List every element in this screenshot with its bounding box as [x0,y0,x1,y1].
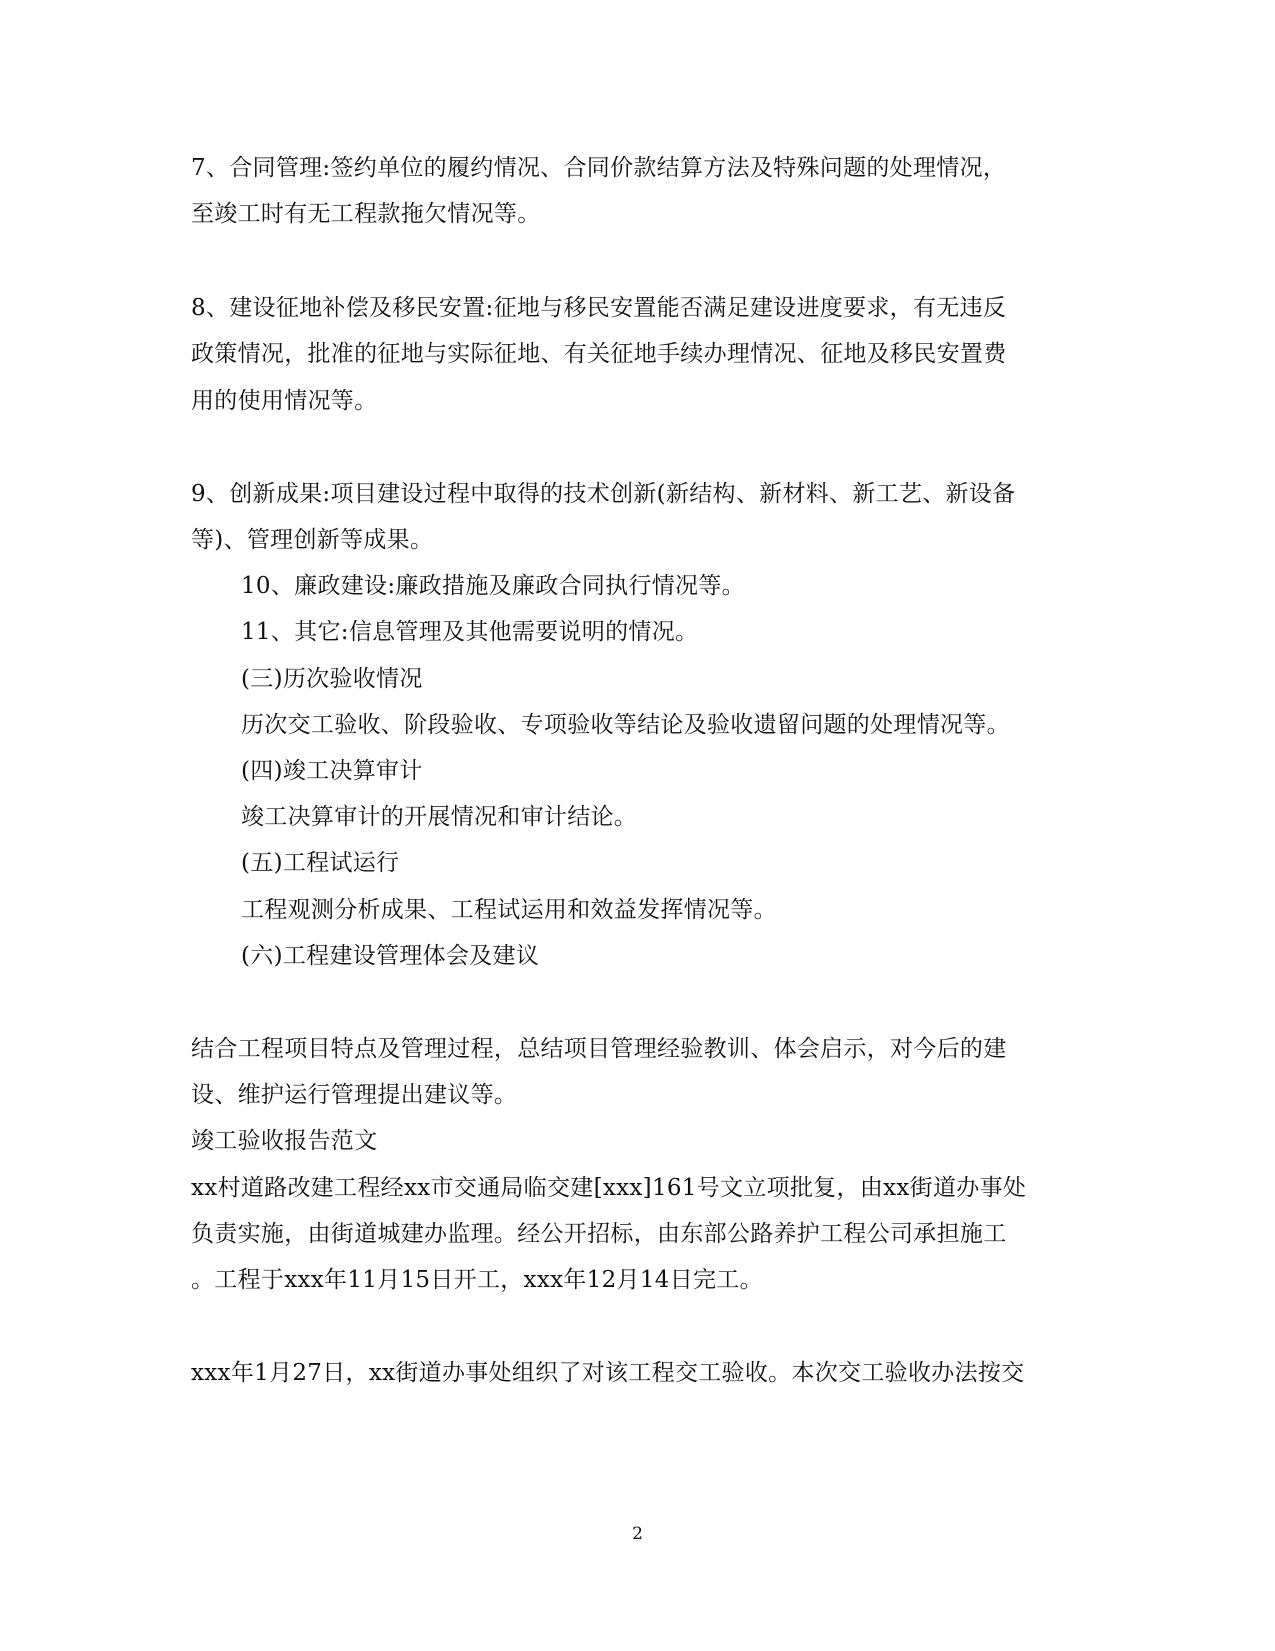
sample-paragraph-2-line-1: xxx年1月27日，xx街道办事处组织了对该工程交工验收。本次交工验收办法按交 [191,1360,1025,1386]
section-3-body: 历次交工验收、阶段验收、专项验收等结论及验收遗留问题的处理情况等。 [241,712,1010,738]
paragraph-8-line-3: 用的使用情况等。 [191,388,378,414]
sample-paragraph-1-line-2: 负责实施，由街道城建办监理。经公开招标，由东部公路养护工程公司承担施工 [191,1221,1007,1247]
section-4-heading: (四)竣工决算审计 [241,758,423,784]
section-6-body-line-2: 设、维护运行管理提出建议等。 [191,1082,518,1108]
section-5-heading: (五)工程试运行 [241,850,400,876]
paragraph-11: 11、其它:信息管理及其他需要说明的情况。 [241,619,699,645]
paragraph-9-line-2: 等)、管理创新等成果。 [191,527,434,553]
paragraph-7-line-1: 7、合同管理:签约单位的履约情况、合同价款结算方法及特殊问题的处理情况， [191,155,1007,181]
paragraph-7-line-2: 至竣工时有无工程款拖欠情况等。 [191,201,541,227]
section-3-heading: (三)历次验收情况 [241,666,423,692]
paragraph-9-line-1: 9、创新成果:项目建设过程中取得的技术创新(新结构、新材料、新工艺、新设备 [191,481,1016,507]
paragraph-8-line-1: 8、建设征地补偿及移民安置:征地与移民安置能否满足建设进度要求，有无违反 [191,295,1007,321]
section-4-body: 竣工决算审计的开展情况和审计结论。 [241,804,638,830]
section-6-heading: (六)工程建设管理体会及建议 [241,943,540,969]
paragraph-10: 10、廉政建设:廉政措施及廉政合同执行情况等。 [241,573,745,599]
paragraph-8-line-2: 政策情况，批准的征地与实际征地、有关征地手续办理情况、征地及移民安置费 [191,341,1007,367]
sample-report-title: 竣工验收报告范文 [191,1128,378,1154]
sample-paragraph-1-line-3: 。工程于xxx年11月15日开工，xxx年12月14日完工。 [191,1267,763,1293]
page-number: 2 [632,1524,643,1544]
sample-paragraph-1-line-1: xx村道路改建工程经xx市交通局临交建[xxx]161号文立项批复，由xx街道办事处 [191,1175,1027,1201]
section-5-body: 工程观测分析成果、工程试运用和效益发挥情况等。 [241,897,777,923]
section-6-body-line-1: 结合工程项目特点及管理过程，总结项目管理经验教训、体会启示，对今后的建 [191,1036,1007,1062]
